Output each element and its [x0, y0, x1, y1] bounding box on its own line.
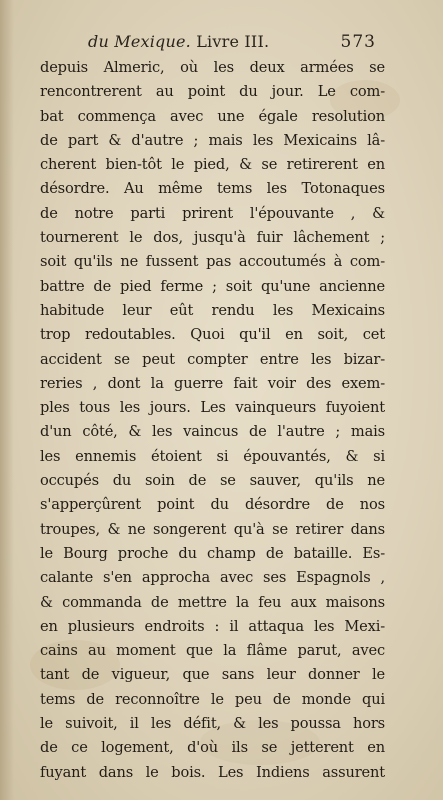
text-line: & commanda de mettre la feu aux maisons: [40, 593, 385, 611]
text-line: de part & d'autre ; mais les Mexicains lâ-: [40, 131, 385, 149]
text-line: cherent bien-tôt le pied, & se retirerent en: [40, 156, 385, 174]
text-line: reries , dont la guerre fait voir des exem-: [40, 374, 385, 392]
page-number: 573: [340, 32, 376, 52]
text-line: les ennemis étoient si épouvantés, & si: [40, 447, 385, 465]
running-head-italic: du Mexique.: [88, 32, 191, 51]
text-line: tant de vigueur, que sans leur donner le: [40, 666, 385, 684]
text-line: calante s'en approcha avec ses Espagnols ,: [40, 569, 385, 587]
text-line: désordre. Au même tems les Totonaques: [40, 180, 385, 198]
text-line: cains au moment que la flâme parut, avec: [40, 642, 385, 660]
text-line: troupes, & ne songerent qu'à se retirer dans: [40, 520, 385, 538]
text-line: ples tous les jours. Les vainqueurs fuyoient: [40, 399, 385, 417]
text-line: depuis Almeric, où les deux armées se: [40, 59, 385, 76]
page-header: [88, 32, 376, 56]
text-line: de ce logement, d'où ils se jetterent en: [40, 739, 385, 757]
text-line: occupés du soin de se sauver, qu'ils ne: [40, 472, 385, 490]
text-line: s'apperçûrent point du désordre de nos: [40, 496, 385, 514]
text-line: d'un côté, & les vaincus de l'autre ; mais: [40, 423, 385, 441]
text-line: de notre parti prirent l'épouvante , &: [40, 204, 385, 222]
text-line: bat commença avec une égale resolution: [40, 107, 385, 125]
text-line: rencontrerent au point du jour. Le com-: [40, 83, 385, 101]
text-line: habitude leur eût rendu les Mexicains: [40, 301, 385, 319]
text-line: tems de reconnoître le peu de monde qui: [40, 690, 385, 708]
text-line: le suivoit, il les défit, & les poussa hors: [40, 715, 385, 733]
text-line: tournerent le dos, jusqu'à fuir lâchement ;: [40, 229, 385, 247]
text-line: fuyant dans le bois. Les Indiens assurent: [40, 763, 385, 781]
gutter-shadow: [0, 0, 14, 800]
text-line: battre de pied ferme ; soit qu'une ancienne: [40, 277, 385, 295]
running-head-roman: Livre III.: [190, 32, 270, 51]
text-line: le Bourg proche du champ de bataille. Es-: [40, 544, 385, 562]
text-line: en plusieurs endroits : il attaqua les Mexi-: [40, 617, 385, 635]
text-line: soit qu'ils ne fussent pas accoutumés à com-: [40, 253, 385, 271]
text-line: accident se peut compter entre les bizar-: [40, 350, 385, 368]
running-head: [88, 32, 269, 51]
body-text: [40, 56, 385, 785]
text-line: trop redoutables. Quoi qu'il en soit, cet: [40, 326, 385, 344]
